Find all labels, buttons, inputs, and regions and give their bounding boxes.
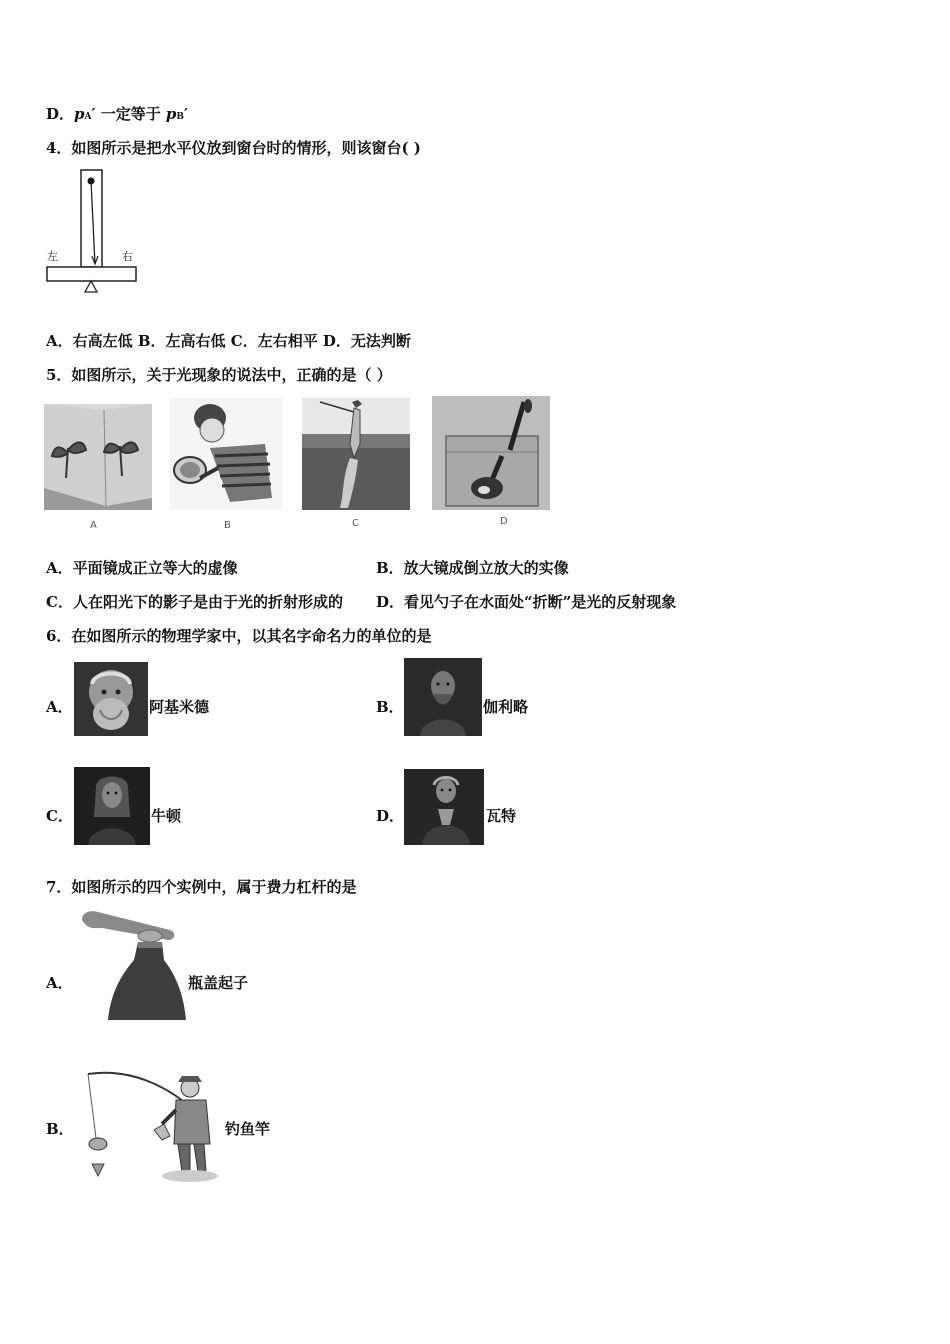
fig-label-c: C (352, 518, 359, 529)
level-left-label: 左 (47, 250, 58, 263)
galileo-portrait (404, 658, 482, 736)
bottle-opener-image (78, 908, 188, 1020)
golfer-shadow-photo (302, 398, 412, 533)
q5-option-a: A．平面镜成正立等大的虚像 (46, 559, 238, 577)
q5-stem: 5．如图所示，关于光现象的说法中，正确的是（ ） (46, 366, 392, 384)
q5-option-b: B．放大镜成倒立放大的实像 (376, 559, 569, 577)
q6-option-a-name: 阿基米德 (149, 698, 210, 716)
q6-option-d-name: 瓦特 (486, 807, 517, 825)
spirit-level-figure (44, 168, 140, 296)
q7-option-a-label: A． (46, 974, 73, 992)
q7-stem: 7．如图所示的四个实例中，属于费力杠杆的是 (46, 878, 357, 896)
q5-option-d: D．看见勺子在水面处“折断”是光的反射现象 (376, 593, 677, 611)
fig-label-d: D (500, 516, 508, 527)
newton-portrait (74, 767, 150, 845)
magnifier-boy-photo (170, 398, 282, 533)
level-right-label: 右 (122, 250, 133, 263)
q6-stem: 6．在如图所示的物理学家中，以其名字命名力的单位的是 (46, 627, 432, 645)
q4-stem: 4．如图所示是把水平仪放到窗台时的情形，则该窗台( ) (46, 139, 421, 157)
q7-option-a-name: 瓶盖起子 (188, 974, 249, 992)
fishing-rod-image (78, 1064, 222, 1184)
q6-option-d-label: D． (376, 807, 405, 825)
q6-option-b-name: 伽利略 (483, 698, 529, 716)
q7-option-b-name: 钓鱼竿 (225, 1120, 271, 1138)
q5-option-c: C．人在阳光下的影子是由于光的折射形成的 (46, 593, 343, 611)
q6-option-b-label: B． (376, 698, 404, 716)
spoon-glass-photo (432, 396, 552, 533)
q3-option-d: D．pA′ 一定等于 pB′ (46, 105, 188, 123)
q6-option-c-label: C． (46, 807, 73, 825)
mirror-plant-photo (44, 398, 154, 533)
q7-option-b-label: B． (46, 1120, 74, 1138)
fig-label-b: B (224, 520, 231, 531)
archimedes-portrait (74, 662, 148, 736)
q4-options: A．右高左低 B．左高右低 C．左右相平 D．无法判断 (46, 332, 411, 350)
q6-option-c-name: 牛顿 (151, 807, 182, 825)
fig-label-a: A (90, 520, 97, 531)
watt-portrait (404, 769, 484, 845)
q6-option-a-label: A． (46, 698, 73, 716)
